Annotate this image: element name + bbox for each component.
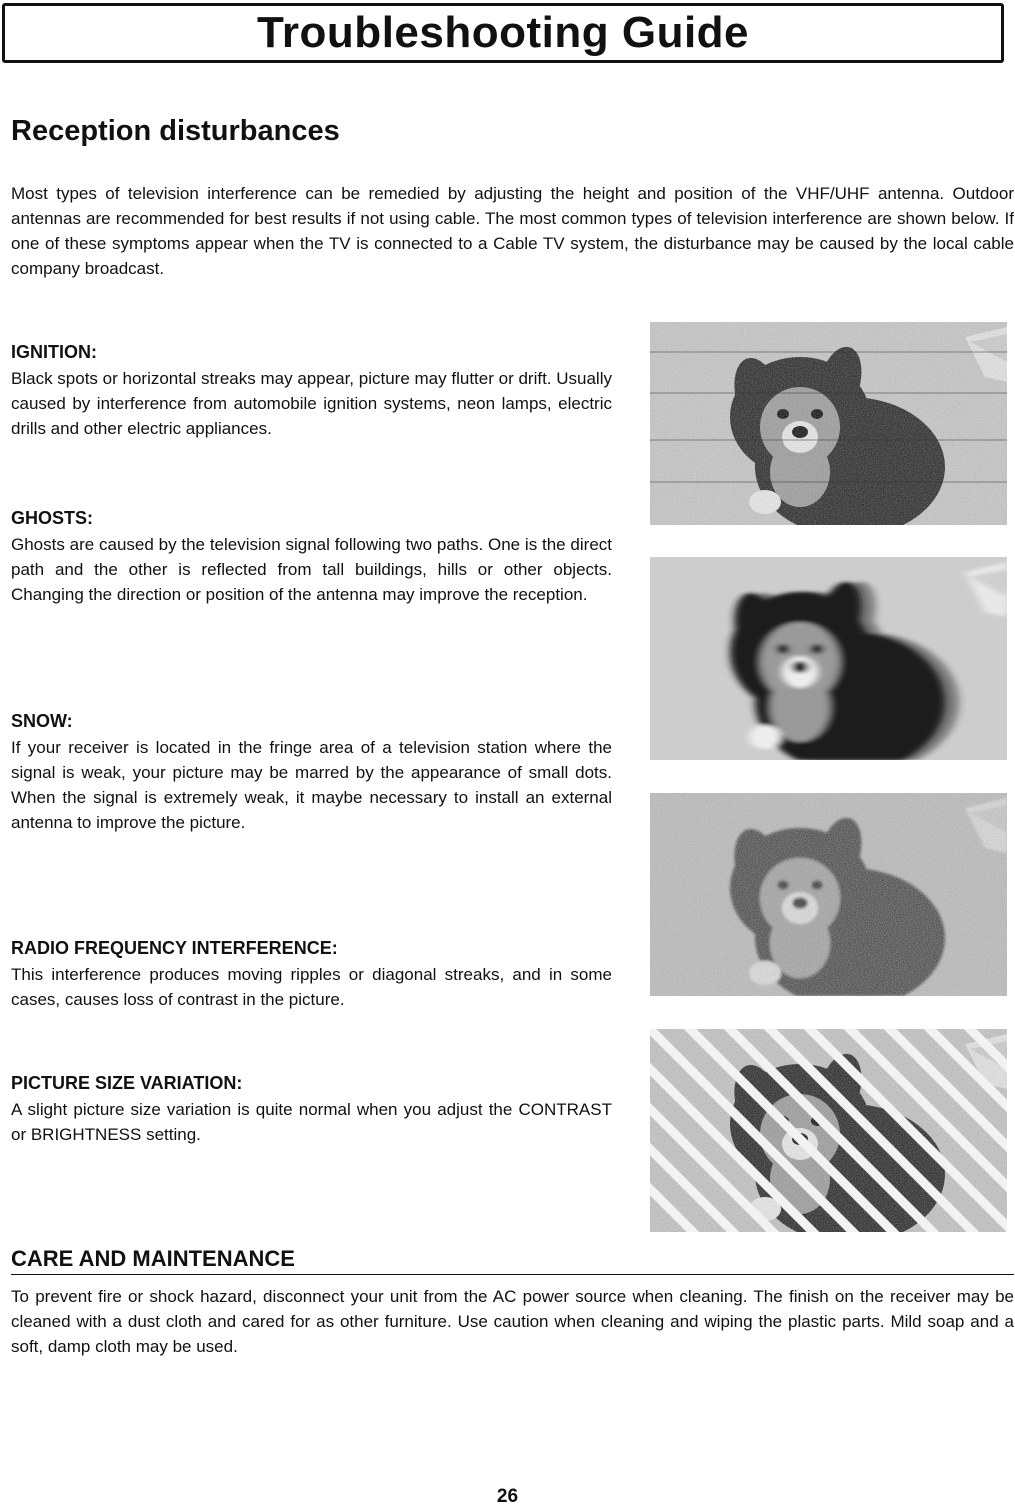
- item-radio-frequency: [11, 936, 612, 1012]
- ignition-example-image: [650, 322, 1007, 525]
- item-snow: [11, 709, 612, 835]
- item-ghosts: [11, 506, 612, 607]
- item-heading: IGNITION:: [11, 342, 97, 362]
- item-text: Ghosts are caused by the television signal following two paths. One is the direct path and the other is reflected from tall buildings, hills or other objects. Changing the direction or position of the antenna may improve the reception.: [11, 535, 612, 604]
- reception-heading: Reception disturbances: [11, 115, 340, 147]
- item-ignition: [11, 340, 612, 441]
- reception-intro: Most types of television interference can be remedied by adjusting the height and position of the VHF/UHF antenna. Outdoor antennas are recommended for best results if not using cable. The most common types of television interference are shown below. If one of these symptoms appear when the TV is connected to a Cable TV system, the disturbance may be caused by the local cable company broadcast.: [11, 184, 1014, 278]
- radio-frequency-example-image: [650, 1029, 1007, 1232]
- item-picture-size: [11, 1071, 612, 1147]
- snow-example-image: [650, 793, 1007, 996]
- title-box: [2, 3, 1004, 63]
- page-title: Troubleshooting Guide: [256, 8, 750, 57]
- item-text: A slight picture size variation is quite normal when you adjust the CONTRAST or BRIGHTNESS setting.: [11, 1100, 612, 1144]
- item-text: This interference produces moving ripples or diagonal streaks, and in some cases, causes loss of contrast in the picture.: [11, 965, 612, 1009]
- item-heading: SNOW:: [11, 711, 73, 731]
- care-text: To prevent fire or shock hazard, disconnect your unit from the AC power source when cleaning. The finish on the receiver may be cleaned with a dust cloth and cared for as other furniture. Use caution when cleaning and wiping the plastic parts. Mild soap and a soft, damp cloth may be used.: [11, 1287, 1014, 1356]
- item-heading: GHOSTS:: [11, 508, 94, 528]
- page-number: 26: [496, 1486, 519, 1507]
- care-heading-bar: [11, 1244, 1014, 1275]
- ghosts-example-image: [650, 557, 1007, 760]
- item-text: Black spots or horizontal streaks may appear, picture may flutter or drift. Usually caused by interference from automobile ignition systems, neon lamps, electric drills and other electric appliances.: [11, 369, 612, 438]
- item-heading: RADIO FREQUENCY INTERFERENCE:: [11, 938, 338, 958]
- item-text: If your receiver is located in the fringe area of a television station where the signal is weak, your picture may be marred by the appearance of small dots. When the signal is extremely weak, it maybe necessary to install an external antenna to improve the picture.: [11, 738, 612, 832]
- item-heading: PICTURE SIZE VARIATION:: [11, 1073, 243, 1093]
- care-heading: CARE AND MAINTENANCE: [11, 1246, 295, 1271]
